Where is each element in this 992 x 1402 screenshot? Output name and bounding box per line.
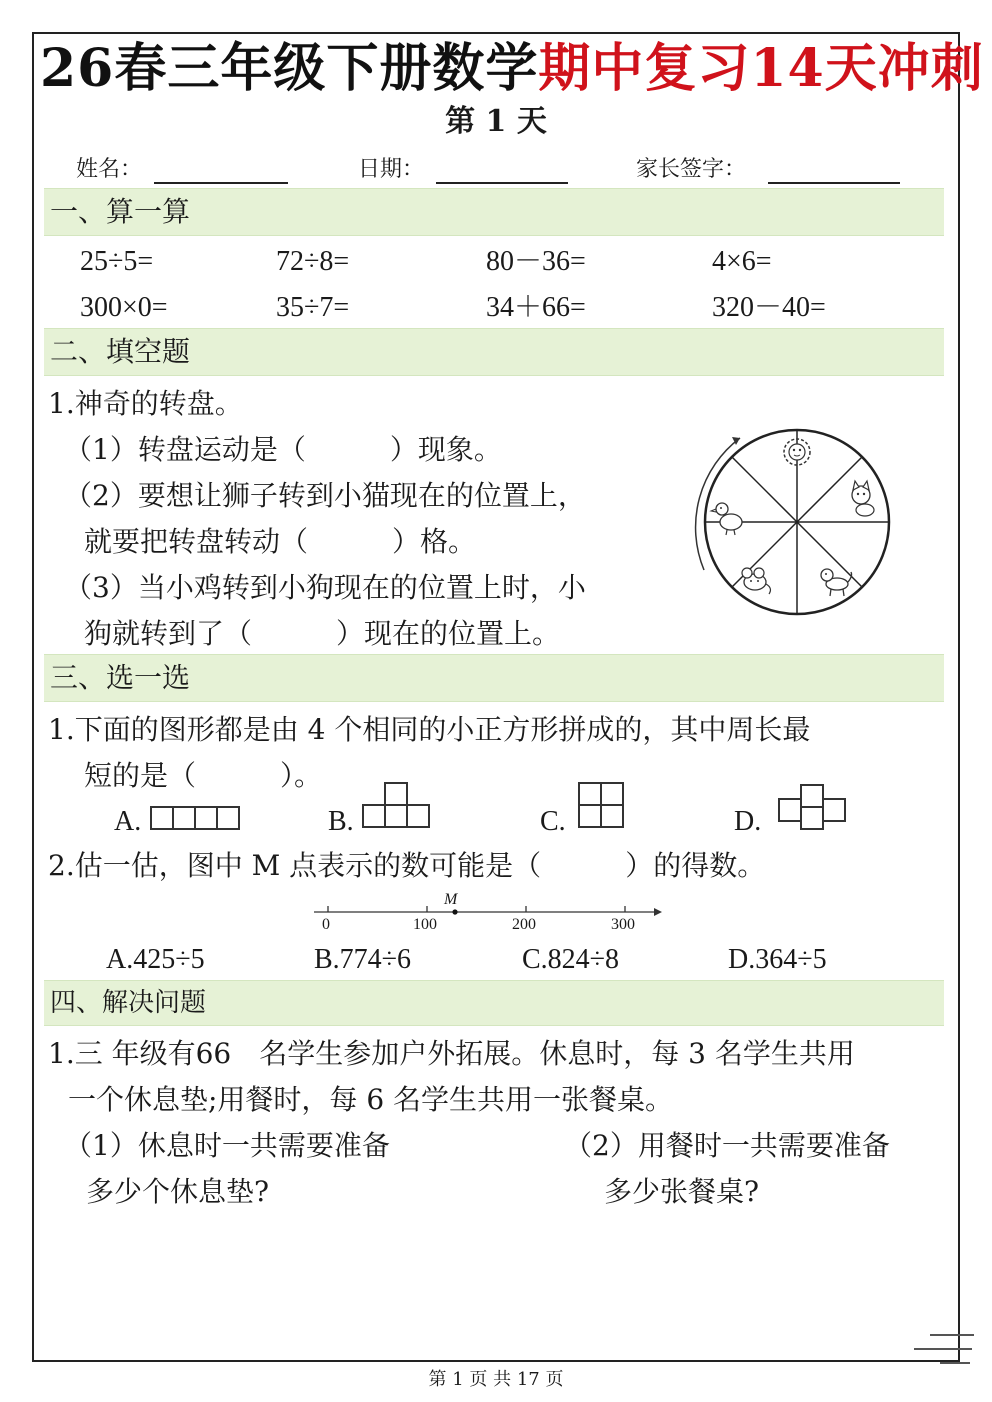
- date-label: 日期：: [358, 157, 425, 182]
- calc-item: 320－40=: [712, 292, 826, 323]
- calc-item: 72÷8=: [276, 246, 350, 277]
- option-b-label: B.: [328, 806, 354, 837]
- section-header-solve: [44, 980, 944, 1026]
- sub-question-1: （1）休息时一共需要准备: [64, 1129, 390, 1162]
- question-text: （1）转盘运动是（ ）现象。: [64, 433, 502, 466]
- calc-item: 34＋66=: [486, 292, 586, 323]
- sub-question-1-cont: 多少个休息垫?: [86, 1175, 270, 1208]
- title-highlight: 期中复习14天冲刺: [538, 38, 984, 99]
- question-text: 1.神奇的转盘。: [48, 387, 243, 420]
- section-title: 一、算一算: [50, 195, 191, 228]
- question-text: 狗就转到了（ ）现在的位置上。: [84, 617, 561, 650]
- axis-tick-label: 300: [611, 916, 635, 933]
- calc-item: 4×6=: [712, 246, 772, 277]
- section-header-fill: [44, 328, 944, 376]
- date-field[interactable]: [436, 182, 568, 184]
- question-text: （3）当小鸡转到小狗现在的位置上时，小: [64, 571, 586, 604]
- axis-tick-label: 200: [512, 916, 536, 933]
- option-d-label: D.: [734, 806, 762, 837]
- option-c-label: C.: [540, 806, 566, 837]
- calc-item: 25÷5=: [80, 246, 154, 277]
- page-number: 第 1 页 共 17 页: [428, 1369, 564, 1390]
- decorative-line: [914, 1348, 972, 1350]
- point-m-label: M: [444, 891, 458, 908]
- option-b-2: B.774÷6: [314, 944, 412, 975]
- calc-item: 300×0=: [80, 292, 168, 323]
- parent-sign-field[interactable]: [768, 182, 900, 184]
- section-title: 三、选一选: [50, 661, 191, 694]
- option-c-2: C.824÷8: [522, 944, 620, 975]
- section-header-choose: [44, 654, 944, 702]
- question-text: 就要把转盘转动（ ）格。: [84, 525, 477, 558]
- day-label: 第 1 天: [445, 104, 547, 139]
- point-m: [452, 909, 457, 914]
- calc-item: 35÷7=: [276, 292, 350, 323]
- sub-question-2-cont: 多少张餐桌?: [604, 1175, 760, 1208]
- sub-question-2: （2）用餐时一共需要准备: [564, 1129, 890, 1162]
- spinner-wheel-figure: [680, 420, 930, 660]
- name-field[interactable]: [154, 182, 288, 184]
- name-label: 姓名：: [76, 157, 143, 182]
- decorative-line: [940, 1362, 970, 1364]
- question-text: 2.估一估，图中 M 点表示的数可能是（ ）的得数。: [48, 849, 766, 882]
- section-header-calc: [44, 188, 944, 236]
- question-text: 1.下面的图形都是由 4 个相同的小正方形拼成的，其中周长最: [48, 713, 811, 746]
- option-a-label: A.: [114, 806, 142, 837]
- axis-tick-label: 0: [322, 916, 330, 933]
- question-text: （2）要想让狮子转到小猫现在的位置上，: [64, 479, 586, 512]
- option-d-2: D.364÷5: [728, 944, 827, 975]
- question-text: 短的是（ ）。: [84, 759, 323, 792]
- question-text: 一个休息垫;用餐时，每 6 名学生共用一张餐桌。: [68, 1083, 674, 1116]
- question-text: 1.三 年级有66 名学生参加户外拓展。休息时，每 3 名学生共用: [48, 1037, 855, 1070]
- parent-sign-label: 家长签字：: [636, 157, 747, 182]
- axis-tick-label: 100: [413, 916, 437, 933]
- page-title: [40, 36, 984, 102]
- option-a-2: A.425÷5: [106, 944, 205, 975]
- calc-item: 80－36=: [486, 246, 586, 277]
- title-main: 26春三年级下册数学: [40, 38, 539, 99]
- section-title: 二、填空题: [50, 335, 191, 368]
- decorative-line: [930, 1334, 974, 1336]
- section-title: 四、解决问题: [50, 988, 207, 1018]
